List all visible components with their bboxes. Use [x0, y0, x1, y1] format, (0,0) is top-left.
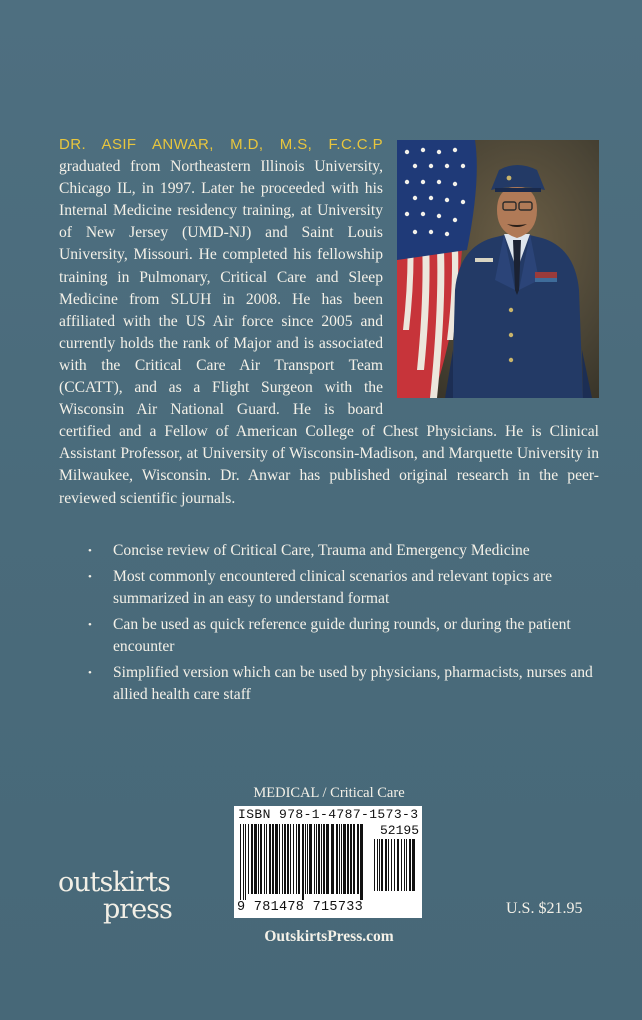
bullet-icon: •: [88, 545, 92, 557]
barcode-bar: [316, 824, 317, 894]
barcode-bar: [379, 839, 380, 891]
barcode-bar: [251, 824, 253, 894]
barcode-bar: [412, 839, 415, 891]
barcode-bar: [290, 824, 291, 894]
barcode-bar: [269, 824, 271, 894]
barcode-bar: [385, 839, 387, 891]
barcode-bar: [397, 839, 399, 891]
barcode-bar: [394, 839, 395, 891]
price-label: U.S. $21.95: [506, 900, 583, 917]
barcode-bar: [377, 839, 378, 891]
publisher-logo-line1: outskirts: [58, 867, 170, 898]
ean-barcode-bars: [238, 824, 366, 902]
author-bio: [59, 134, 599, 510]
barcode-bar: [245, 824, 246, 900]
barcode-bar: [381, 839, 383, 891]
barcode-bar: [341, 824, 342, 894]
ean-digits: 9 781478 715733: [237, 900, 364, 915]
feature-text: Most commonly encountered clinical scenarios and relevant topics are summarized in an easy to understand format: [113, 567, 553, 607]
barcode-bar: [302, 824, 304, 900]
publisher-logo-line2: press: [103, 894, 172, 925]
barcode-bar: [309, 824, 312, 894]
list-item: [88, 662, 603, 707]
barcode-bar: [282, 824, 283, 894]
barcode-bar: [343, 824, 346, 894]
feature-text: Simplified version which can be used by physicians, pharmacists, nurses and allied health care staff: [113, 663, 593, 703]
barcode-bar: [260, 824, 262, 894]
barcode-bar: [279, 824, 280, 894]
barcode-bar: [353, 824, 355, 894]
barcode-bar: [347, 824, 349, 894]
bullet-icon: •: [88, 570, 92, 583]
barcode-bar: [401, 839, 402, 891]
barcode-bar: [404, 839, 405, 891]
addon-barcode-bars: [372, 839, 418, 899]
feature-text: Can be used as quick reference guide during rounds, or during the patient encounter: [113, 615, 571, 655]
barcode-bar: [406, 839, 407, 891]
barcode-bar: [339, 824, 340, 894]
barcode-bar: [240, 824, 241, 900]
book-category: MEDICAL / Critical Care: [253, 785, 405, 801]
barcode-bar: [357, 824, 359, 894]
barcode-bar: [266, 824, 267, 894]
list-item: [88, 566, 603, 611]
barcode-bar: [272, 824, 274, 894]
barcode-bar: [409, 839, 411, 891]
barcode-bar: [323, 824, 325, 894]
barcode-bar: [326, 824, 329, 894]
barcode-bar: [307, 824, 308, 894]
publisher-logo: [58, 869, 178, 935]
barcode-bar: [264, 824, 265, 894]
barcode-bar: [258, 824, 259, 894]
barcode-bar: [321, 824, 322, 894]
barcode-bar: [248, 824, 249, 894]
author-photo-illustration: [397, 140, 599, 398]
barcode-bar: [284, 824, 286, 894]
barcode-bar: [296, 824, 297, 894]
barcode-bar: [305, 824, 306, 894]
list-item: [88, 614, 603, 659]
barcode-bar: [374, 839, 375, 891]
barcode-bar: [336, 824, 338, 894]
price-addon-code: 52195: [379, 823, 419, 838]
barcode-bar: [275, 824, 278, 894]
barcode-bar: [350, 824, 352, 894]
list-item: [88, 540, 603, 563]
isbn-barcode: [234, 806, 422, 918]
feature-text: Concise review of Critical Care, Trauma and Emergency Medicine: [113, 542, 530, 559]
feature-list: [88, 540, 603, 710]
barcode-bar: [388, 839, 389, 891]
bullet-icon: •: [88, 666, 92, 679]
author-bio-text: graduated from Northeastern Illinois University, Chicago IL, in 1997. Later he proceeded with his Internal Medicine residency training, at University of New Jersey (UMD-NJ) and Saint Louis University, Missouri. He completed his fellowship training in Pulmonary, Critical Care and Sleep Medicine from SLUH in 2008. He has been affiliated with the US Air force since 2005 and currently holds the rank of Major and is associated with the Critical Care Air Transport Team (CCATT), and as a Flight Surgeon with the Wisconsin Air National Guard. He is board certified and a Fellow of American College of Chest Physicians. He is Clinical Assistant Professor, at University of Wisconsin-Madison, and Marquette University in Milwaukee, Wisconsin. Dr. Anwar has published original research in the peer-reviewed scientific journals.: [59, 158, 599, 507]
author-name: DR. ASIF ANWAR, M.D, M.S, F.C.C.P: [59, 136, 383, 153]
barcode-bar: [254, 824, 257, 894]
barcode-bar: [391, 839, 392, 891]
barcode-bar: [293, 824, 294, 894]
barcode-bar: [318, 824, 320, 894]
isbn-number: ISBN 978-1-4787-1573-3: [238, 807, 419, 822]
barcode-bar: [331, 824, 334, 894]
barcode-bar: [287, 824, 289, 894]
author-photo: [397, 140, 599, 398]
publisher-website[interactable]: OutskirtsPress.com: [264, 928, 394, 945]
barcode-bar: [298, 824, 300, 894]
barcode-bar: [314, 824, 315, 894]
bullet-icon: •: [88, 618, 92, 631]
barcode-bar: [360, 824, 363, 900]
barcode-bar: [243, 824, 244, 900]
